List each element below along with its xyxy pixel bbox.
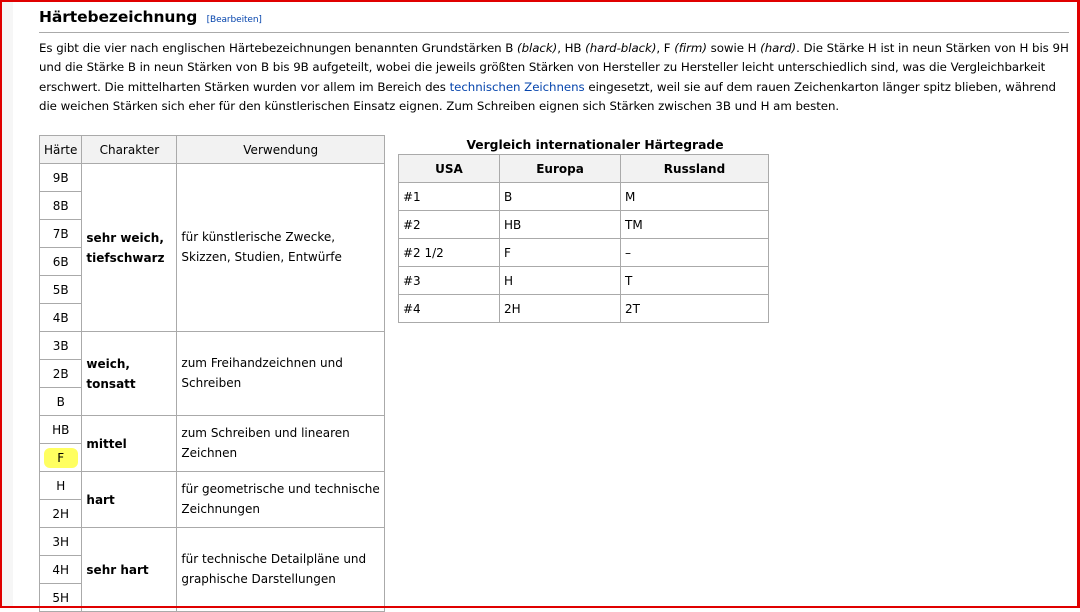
grade-cell: 4B: [40, 304, 82, 332]
sidebar-edge: [0, 0, 14, 608]
compare-cell: #3: [399, 267, 500, 295]
compare-cell: –: [621, 239, 769, 267]
text-run-italic: (hard-black): [585, 41, 657, 55]
grade-cell: 8B: [40, 192, 82, 220]
compare-cell: #1: [399, 183, 500, 211]
table-row: [40, 164, 385, 192]
compare-cell: #2: [399, 211, 500, 239]
text-run: sowie H: [706, 41, 761, 55]
table-row: [399, 267, 769, 295]
text-run: , HB: [557, 41, 586, 55]
character-cell: mittel: [82, 416, 177, 472]
compare-table: [398, 154, 769, 323]
use-cell: für künstlerische Zwecke, Skizzen, Studien, Entwürfe: [177, 164, 385, 332]
table-header-row: [40, 136, 385, 164]
compare-cell: F: [500, 239, 621, 267]
grade-cell: 5B: [40, 276, 82, 304]
hardness-table: [39, 135, 385, 612]
grade-cell: 3H: [40, 528, 82, 556]
use-cell: für technische Detailpläne und graphische Darstellungen: [177, 528, 385, 612]
article-content: [13, 0, 1071, 608]
grade-cell: [40, 444, 82, 472]
grade-cell: 5H: [40, 584, 82, 612]
header-russland: Russland: [621, 155, 769, 183]
text-run-italic: (black): [517, 41, 558, 55]
use-cell: zum Schreiben und linearen Zeichnen: [177, 416, 385, 472]
header-verwendung: Verwendung: [177, 136, 385, 164]
section-heading: [39, 8, 262, 26]
compare-cell: B: [500, 183, 621, 211]
technical-drawing-link[interactable]: technischen Zeichnens: [449, 79, 585, 94]
grade-cell: B: [40, 388, 82, 416]
table-row: [40, 528, 385, 556]
character-cell: sehr weich, tiefschwarz: [82, 164, 177, 332]
table-row: [399, 211, 769, 239]
grade-cell: HB: [40, 416, 82, 444]
compare-cell: 2H: [500, 295, 621, 323]
compare-caption: Vergleich internationaler Härtegrade: [466, 138, 724, 152]
grade-cell: 4H: [40, 556, 82, 584]
header-europa: Europa: [500, 155, 621, 183]
highlight-marker: F: [44, 448, 78, 468]
compare-cell: #2 1/2: [399, 239, 500, 267]
text-run: . Die Stärke H ist in neun Stärken von H bis 9H und die Stärke B in neun Stärken von B bis 9B aufgeteilt, wobei die jeweils größten Stärken von Hersteller zu Hersteller leicht unterschiedlich sind, was die Vergleichbarkeit erschwert. Die mittelharten Stärken wurden vor allem im Bereich des: [39, 41, 1069, 94]
grade-cell: 3B: [40, 332, 82, 360]
compare-cell: H: [500, 267, 621, 295]
header-haerte: Härte: [40, 136, 82, 164]
text-run-italic: (firm): [674, 41, 707, 55]
table-row: [40, 472, 385, 500]
grade-cell: 2B: [40, 360, 82, 388]
text-run: eingesetzt, weil sie auf dem rauen Zeichenkarton länger spitz blieben, während die weichen Stärken sich eher für den künstlerischen Einsatz eignen. Zum Schreiben eignen sich Stärken zwischen 3B und H am besten.: [39, 79, 1056, 113]
compare-cell: #4: [399, 295, 500, 323]
grade-cell: 2H: [40, 500, 82, 528]
grade-cell: 9B: [40, 164, 82, 192]
table-row: [399, 295, 769, 323]
edit-link[interactable]: [Bearbeiten]: [206, 15, 262, 25]
compare-cell: 2T: [621, 295, 769, 323]
compare-table-body: [399, 183, 769, 323]
compare-cell: M: [621, 183, 769, 211]
hardness-table-body: [40, 164, 385, 612]
header-usa: USA: [399, 155, 500, 183]
table-row: [399, 183, 769, 211]
compare-cell: HB: [500, 211, 621, 239]
grade-cell: 7B: [40, 220, 82, 248]
section-title: Härtebezeichnung: [39, 8, 198, 26]
compare-cell: TM: [621, 211, 769, 239]
intro-paragraph: [39, 39, 1069, 116]
grade-cell: 6B: [40, 248, 82, 276]
text-run-italic: (hard): [760, 41, 797, 55]
character-cell: sehr hart: [82, 528, 177, 612]
text-run: , F: [656, 41, 675, 55]
heading-divider: [39, 32, 1069, 33]
use-cell: zum Freihandzeichnen und Schreiben: [177, 332, 385, 416]
character-cell: hart: [82, 472, 177, 528]
table-row: [399, 239, 769, 267]
character-cell: weich, tonsatt: [82, 332, 177, 416]
table-row: [40, 332, 385, 360]
header-charakter: Charakter: [82, 136, 177, 164]
use-cell: für geometrische und technische Zeichnungen: [177, 472, 385, 528]
table-header-row: [399, 155, 769, 183]
grade-cell: H: [40, 472, 82, 500]
compare-cell: T: [621, 267, 769, 295]
text-run: Es gibt die vier nach englischen Härtebezeichnungen benannten Grundstärken B: [39, 41, 518, 55]
table-row: [40, 416, 385, 444]
